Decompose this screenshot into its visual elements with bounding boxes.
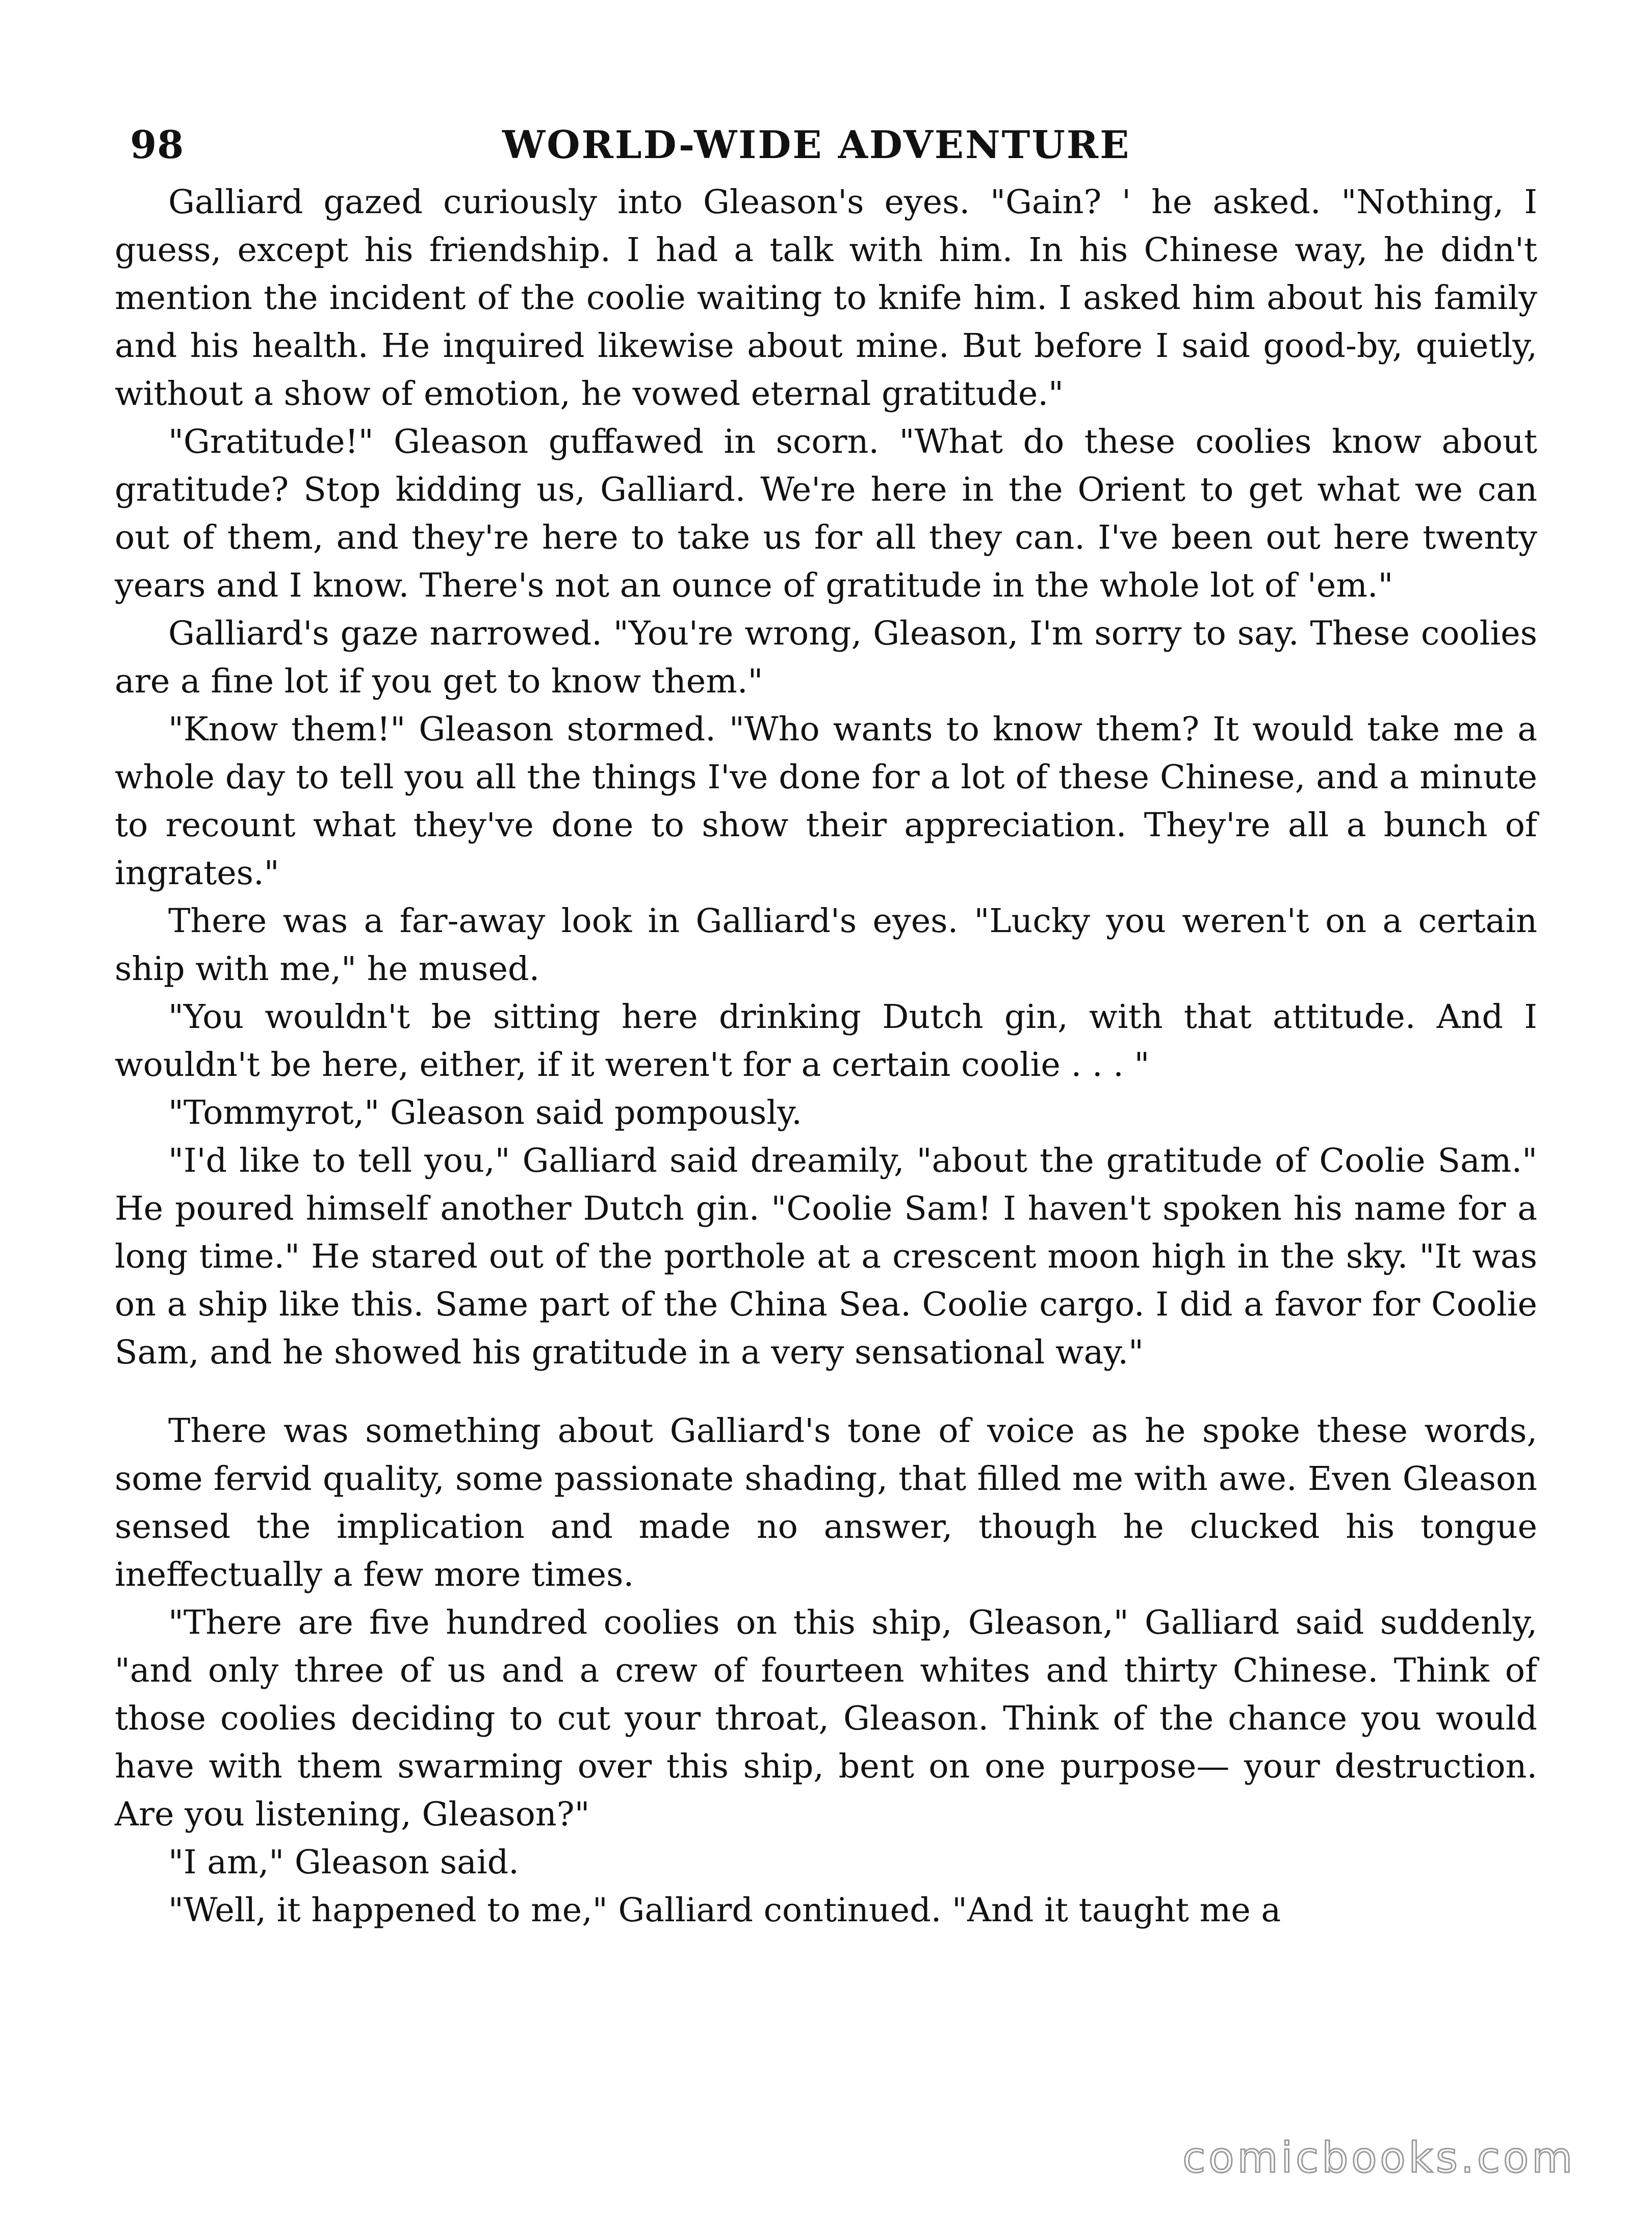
body-text: [115, 178, 1537, 1935]
paragraph-3: Galliard's gaze narrowed. "You're wrong, Gleason, I'm sorry to say. These coolies are a fine lot if you get to know them.": [115, 614, 1537, 701]
paragraph-4: "Know them!" Gleason stormed. "Who wants to know them? It would take me a whole day to tell you all the things I've done for a lot of these Chinese, and a minute to recount what they've done to show their appreciation. They're all a bunch of ingrates.": [115, 710, 1537, 892]
book-page: [115, 122, 1537, 1935]
paragraph-1: Galliard gazed curiously into Gleason's eyes. "Gain? ' he asked. "Nothing, I guess, except his friendship. I had a talk with him. In his Chinese way, he didn't mention the incident of the coolie waiting to knife him. I asked him about his family and his health. He inquired likewise about mine. But before I said good-by, quietly, without a show of emotion, he vowed eternal gratitude.": [115, 183, 1537, 413]
running-title: WORLD-WIDE ADVENTURE: [502, 122, 1131, 167]
running-head: [115, 122, 1537, 178]
paragraph-8: "I'd like to tell you," Galliard said dreamily, "about the gratitude of Coolie Sam." He poured himself another Dutch gin. "Coolie Sam! I haven't spoken his name for a long time." He stared out of the porthole at a crescent moon high in the sky. "It was on a ship like this. Same part of the China Sea. Coolie cargo. I did a favor for Coolie Sam, and he showed his gratitude in a very sensational way.": [115, 1142, 1537, 1372]
watermark: comicbooks.com: [1182, 2134, 1576, 2182]
paragraph-2: "Gratitude!" Gleason guffawed in scorn. "What do these coolies know about gratitude? Stop kidding us, Galliard. We're here in the Orient to get what we can out of them, and they're here to take us for all they can. I've been out here twenty years and I know. There's not an ounce of gratitude in the whole lot of 'em.": [115, 423, 1537, 605]
paragraph-9: There was something about Galliard's tone of voice as he spoke these words, some fervid quality, some passionate shading, that filled me with awe. Even Gleason sensed the implication and made no answer, though he clucked his tongue ineffectually a few more times.: [115, 1412, 1537, 1594]
paragraph-12: "Well, it happened to me," Galliard continued. "And it taught me a: [168, 1891, 1281, 1929]
paragraph-6: "You wouldn't be sitting here drinking Dutch gin, with that attitude. And I wouldn't be here, either, if it weren't for a certain coolie . . . ": [115, 998, 1537, 1084]
paragraph-5: There was a far-away look in Galliard's eyes. "Lucky you weren't on a certain ship with me," he mused.: [115, 902, 1537, 988]
page-number: 98: [130, 122, 185, 167]
paragraph-10: "There are five hundred coolies on this ship, Gleason," Galliard said suddenly, "and only three of us and a crew of fourteen whites and thirty Chinese. Think of those coolies deciding to cut your throat, Gleason. Think of the chance you would have with them swarming over this ship, bent on one purpose— your destruction. Are you listening, Gleason?": [115, 1604, 1537, 1834]
paragraph-7: "Tommyrot," Gleason said pompously.: [168, 1094, 802, 1132]
paragraph-11: "I am," Gleason said.: [168, 1843, 519, 1881]
